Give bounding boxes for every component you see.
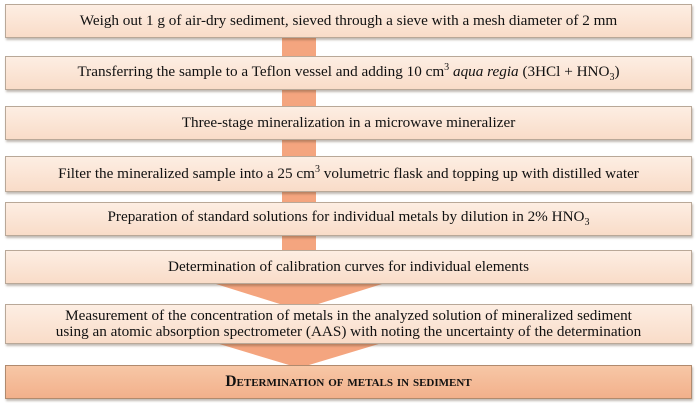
step-weigh bbox=[5, 4, 692, 38]
final-result bbox=[5, 365, 692, 399]
step-filter-text: Filter the mineralized sample into a 25 $cm^3$ volumetric flask and topping up with distilled water bbox=[58, 164, 639, 183]
step-measurement-line2: using an atomic absorption spectrometer (AAS) with noting the uncertainty of the determination bbox=[55, 323, 642, 340]
step-calibration-text: Determination of calibration curves for individual elements bbox=[167, 258, 529, 276]
step-mineralization-text: Three-stage mineralization in a microwave mineralizer bbox=[181, 114, 516, 132]
step-calibration bbox=[5, 250, 692, 284]
final-result-label: Determination of metals in sediment bbox=[225, 372, 472, 390]
step-measurement-line1: Measurement of the concentration of metals in the analyzed solution of mineralized sediment bbox=[65, 307, 632, 325]
step-filter bbox=[5, 156, 692, 192]
step-standards bbox=[5, 202, 692, 236]
step-mineralization bbox=[5, 106, 692, 140]
step-transfer bbox=[5, 56, 692, 90]
step-measurement bbox=[5, 304, 692, 344]
step-standards-text: Preparation of standard solutions for individual metals by dilution in 2% $HNO_3$ bbox=[107, 208, 590, 229]
step-transfer-text: Transferring the sample to a Teflon vessel and adding 10 $cm^3$ aqua regia $(3HCl + HNO_3)$ bbox=[77, 61, 620, 83]
step-weigh-text: Weigh out 1 g of air-dry sediment, sieved through a sieve with a mesh diameter of 2 mm bbox=[79, 12, 618, 30]
